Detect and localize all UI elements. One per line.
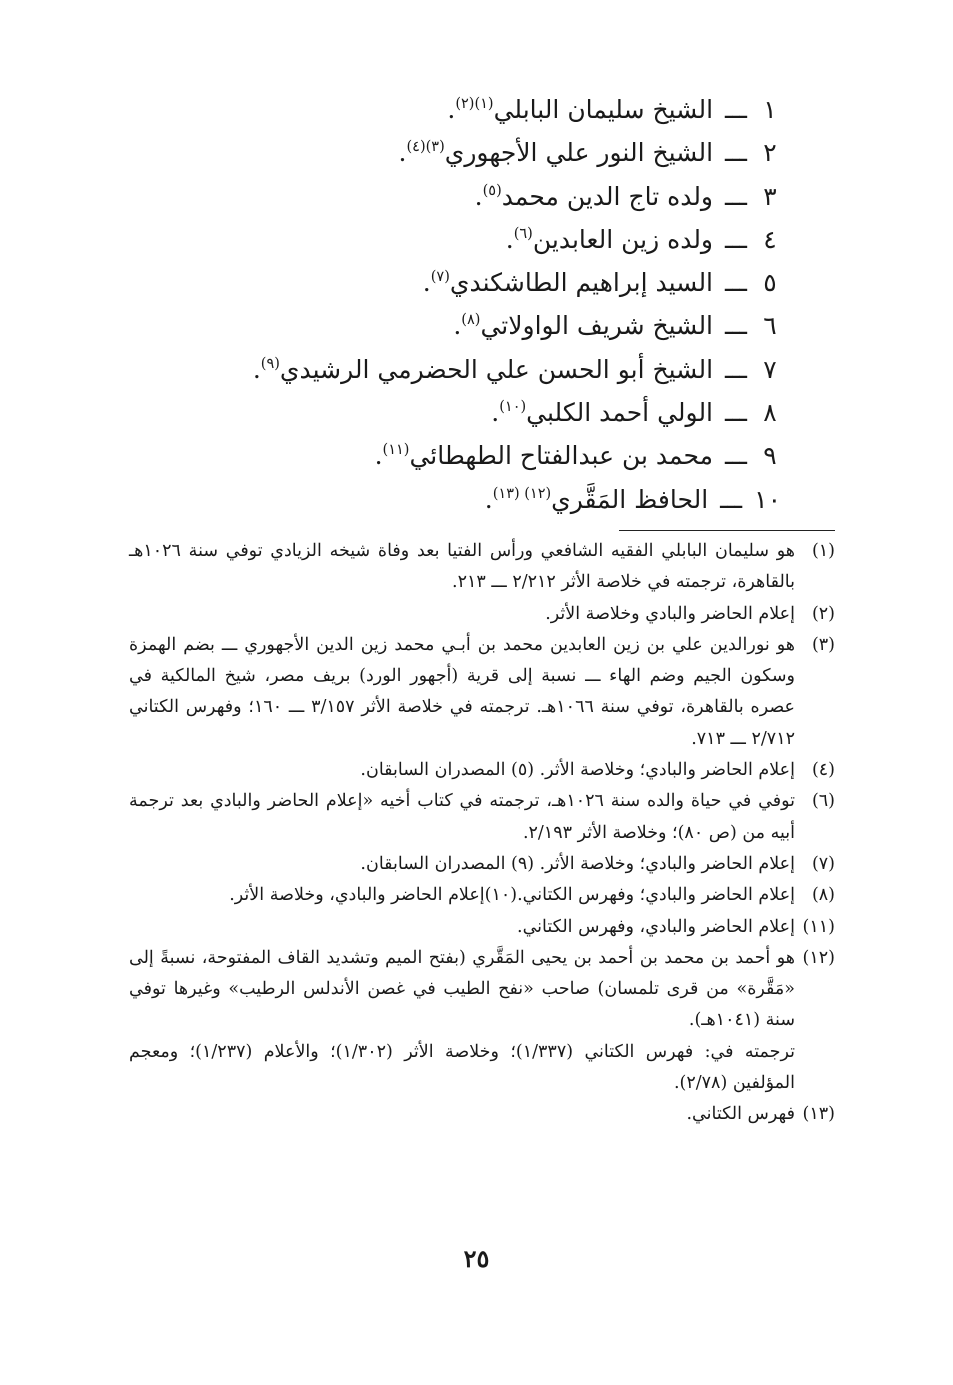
footnote-text: هو نورالدين علي بن زين العابدين محمد بن أبـي محمد زين الدين الأجهوري ـــ بضم الهمزة وسكون الجيم وضم الهاء ـــ نسبة إلى قرية (أجهور الورد) بريف مصر، شيخ المالكية في عصره بالقاهرة، توفي سنة ١٠٦٦هـ. ترجمته في خلاصة الأثر ٣/١٥٧ ـــ ١٦٠؛ وفهرس الكتاني ٢/٧١٢ ـــ ٧١٣. bbox=[129, 634, 795, 749]
footnote-text: إعلام الحاضر والبادي؛ وخلاصة الأثر. (٥) المصدران السابقان. bbox=[360, 760, 795, 781]
footnote bbox=[129, 943, 835, 1037]
footnote bbox=[129, 536, 835, 599]
item-number: ٥ bbox=[763, 268, 777, 298]
item-footnote-ref: (١)(٢) bbox=[455, 95, 494, 112]
item-dash: ـــ bbox=[720, 484, 743, 514]
footnote-number: (١٢) bbox=[802, 947, 835, 968]
item-footnote-ref: (٧) bbox=[430, 269, 450, 286]
footnote bbox=[129, 599, 835, 630]
footnote bbox=[129, 912, 835, 943]
item-number: ١ bbox=[763, 95, 777, 124]
list-item bbox=[161, 434, 781, 477]
item-number: ٨ bbox=[763, 398, 777, 428]
footnote-number: (٨) bbox=[811, 885, 835, 906]
item-number: ٤ bbox=[763, 224, 777, 254]
footnote-number: (٤) bbox=[811, 760, 835, 781]
list-item bbox=[161, 131, 781, 174]
footnote-number: (٧) bbox=[811, 853, 835, 874]
footnote-number: (٦) bbox=[811, 791, 835, 812]
item-text: محمد بن عبدالفتاح الطهطائي bbox=[409, 441, 714, 471]
item-footnote-ref: (١٠) bbox=[499, 398, 527, 415]
footnote bbox=[129, 880, 835, 911]
item-dash: ـــ bbox=[725, 311, 747, 341]
list-item bbox=[161, 478, 781, 521]
footnote-number: (١) bbox=[811, 541, 835, 561]
list-item bbox=[161, 348, 781, 391]
item-end: . bbox=[447, 95, 456, 124]
list-item bbox=[161, 304, 781, 347]
item-text: ولده تاج الدين محمد bbox=[501, 181, 714, 211]
item-end: . bbox=[474, 181, 483, 211]
item-end: . bbox=[484, 484, 493, 514]
item-end: . bbox=[252, 354, 261, 384]
footnotes-section bbox=[129, 536, 835, 1131]
footnote-text: إعلام الحاضر والبادي؛ وفهرس الكتاني.(١٠)إعلام الحاضر والبادي، وخلاصة الأثر. bbox=[229, 885, 795, 906]
teachers-list bbox=[161, 88, 781, 521]
item-number: ٧ bbox=[763, 354, 777, 384]
item-text: الولي أحمد الكلبي bbox=[526, 398, 714, 428]
footnote-text: هو أحمد بن محمد بن أحمد بن يحيى المَقَّري (بفتح الميم وتشديد القاف المفتوحة، نسبةً إلى «مَقَّرة» من قرى تلمسان) صاحب «نفح الطيب في غصن الأندلس الرطيب» وغيرها توفي سنة (١٠٤١هـ). bbox=[129, 947, 795, 1031]
item-footnote-ref: (١١) bbox=[382, 442, 410, 459]
item-footnote-ref: (١٢) (١٣) bbox=[492, 485, 552, 502]
item-text: الحافظ المَقَّري bbox=[551, 484, 709, 514]
item-dash: ـــ bbox=[725, 138, 747, 168]
footnote bbox=[129, 849, 835, 880]
item-dash: ـــ bbox=[725, 224, 747, 254]
footnote-number: (١٣) bbox=[802, 1104, 835, 1125]
footnote-text: ترجمته في: فهرس الكتاني (١/٣٣٧)؛ وخلاصة الأثر (١/٣٠٢)؛ والأعلام (١/٢٣٧)؛ ومعجم المؤلفين (٢/٧٨). bbox=[129, 1041, 795, 1094]
page-number: ٢٥ bbox=[463, 1244, 490, 1273]
footnote bbox=[129, 786, 835, 849]
item-number: ٩ bbox=[763, 441, 777, 471]
item-number: ٣ bbox=[763, 181, 777, 211]
item-end: . bbox=[422, 268, 431, 298]
footnote-text: إعلام الحاضر والبادي، وفهرس الكتاني. bbox=[517, 916, 795, 937]
footnote-separator bbox=[619, 530, 835, 531]
item-text: الشيخ النور علي الأجهوري bbox=[444, 138, 714, 168]
footnote bbox=[129, 630, 835, 755]
item-footnote-ref: (٦) bbox=[513, 225, 533, 242]
item-footnote-ref: (٩) bbox=[260, 355, 280, 372]
item-text: ولده زين العابدين bbox=[532, 224, 714, 254]
item-end: . bbox=[453, 311, 462, 341]
list-item bbox=[161, 218, 781, 261]
list-item bbox=[161, 88, 781, 131]
item-end: . bbox=[505, 224, 514, 254]
item-text: الشيخ سليمان البابلي bbox=[493, 95, 714, 124]
list-item bbox=[161, 391, 781, 434]
footnote-number: (٣) bbox=[811, 634, 835, 655]
footnote-number: (٢) bbox=[811, 603, 835, 624]
item-footnote-ref: (٣)(٤) bbox=[406, 139, 445, 156]
footnote bbox=[129, 755, 835, 786]
item-dash: ـــ bbox=[725, 95, 747, 124]
item-footnote-ref: (٨) bbox=[461, 312, 481, 329]
footnote-text: فهرس الكتاني. bbox=[686, 1104, 795, 1125]
item-text: السيد إبراهيم الطاشكندي bbox=[449, 268, 714, 298]
item-end: . bbox=[398, 138, 407, 168]
item-number: ١٠ bbox=[754, 484, 781, 514]
list-item bbox=[161, 175, 781, 218]
footnote-continuation bbox=[129, 1037, 835, 1100]
item-dash: ـــ bbox=[725, 441, 747, 471]
item-dash: ـــ bbox=[725, 398, 747, 428]
footnote bbox=[129, 1099, 835, 1130]
item-dash: ـــ bbox=[725, 354, 747, 384]
footnote-number: (١١) bbox=[802, 916, 835, 937]
item-number: ٢ bbox=[763, 138, 777, 168]
footnote-text: هو سليمان البابلي الفقيه الشافعي ورأس الفتيا بعد وفاة شيخه الزيادي توفي سنة ١٠٢٦هـ بالقاهرة، ترجمته في خلاصة الأثر ٢/٢١٢ ـــ ٢١٣. bbox=[129, 541, 795, 593]
item-number: ٦ bbox=[763, 311, 777, 341]
item-dash: ـــ bbox=[725, 268, 747, 298]
item-end: . bbox=[374, 441, 383, 471]
list-item bbox=[161, 261, 781, 304]
item-end: . bbox=[491, 398, 500, 428]
item-text: الشيخ أبو الحسن علي الحضرمي الرشيدي bbox=[279, 354, 714, 384]
item-text: الشيخ شريف الواولاتي bbox=[480, 311, 714, 341]
footnote-text: إعلام الحاضر والبادي؛ وخلاصة الأثر. (٩) المصدران السابقان. bbox=[360, 853, 795, 874]
item-footnote-ref: (٥) bbox=[482, 182, 502, 199]
footnote-text: إعلام الحاضر والبادي وخلاصة الأثر. bbox=[545, 603, 795, 624]
footnote-text: توفي في حياة والده سنة ١٠٢٦هـ، ترجمته في كتاب أخيه «إعلام الحاضر والبادي بعد ترجمة أبيه من (ص ٨٠)؛ وخلاصة الأثر ٢/١٩٣. bbox=[129, 791, 795, 843]
item-dash: ـــ bbox=[725, 181, 747, 211]
